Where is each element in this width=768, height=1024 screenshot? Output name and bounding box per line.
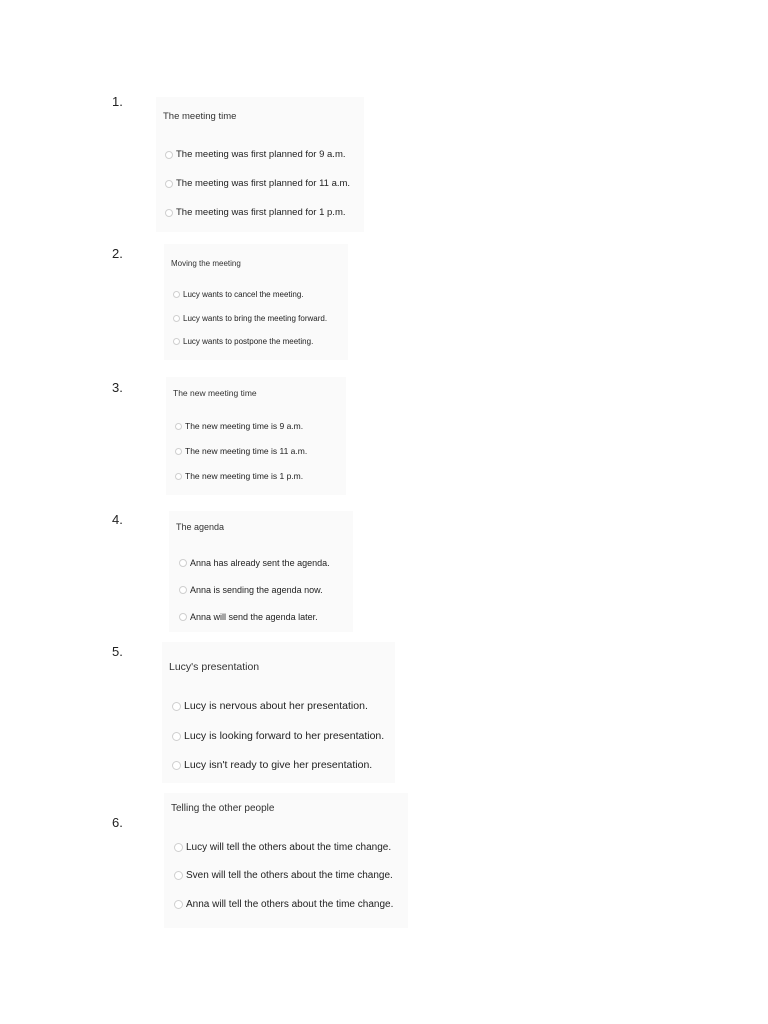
radio-button-1-b[interactable] — [165, 180, 173, 188]
answer-option-6-c[interactable] — [174, 899, 393, 910]
question-number-4: 4. — [112, 512, 123, 527]
answer-option-label: Anna will send the agenda later. — [190, 612, 318, 622]
question-number-6: 6. — [112, 815, 123, 830]
question-title-4: The agenda — [176, 522, 225, 532]
question-number-5: 5. — [112, 644, 123, 659]
radio-button-1-a[interactable] — [165, 151, 173, 159]
radio-button-3-b[interactable] — [175, 448, 182, 455]
answer-option-5-a[interactable] — [172, 700, 368, 712]
answer-option-1-a[interactable] — [165, 149, 346, 160]
answer-option-label: Lucy wants to bring the meeting forward. — [183, 314, 328, 323]
answer-option-label: The meeting was first planned for 11 a.m. — [176, 178, 351, 189]
answer-option-4-b[interactable] — [179, 585, 323, 595]
answer-option-4-a[interactable] — [179, 558, 330, 568]
question-number-2: 2. — [112, 246, 123, 261]
answer-option-5-b[interactable] — [172, 730, 384, 742]
answer-option-2-a[interactable] — [173, 290, 304, 299]
question-number-3: 3. — [112, 380, 123, 395]
answer-option-label: Lucy is looking forward to her presentation. — [184, 730, 385, 742]
answer-option-label: Sven will tell the others about the time change. — [186, 870, 393, 881]
radio-button-4-b[interactable] — [179, 586, 187, 594]
answer-option-label: The meeting was first planned for 9 a.m. — [176, 149, 346, 160]
answer-option-1-b[interactable] — [165, 178, 350, 189]
answer-option-label: Lucy wants to postpone the meeting. — [183, 337, 314, 346]
answer-option-3-a[interactable] — [175, 421, 303, 431]
answer-option-1-c[interactable] — [165, 207, 346, 218]
question-title-2: Moving the meeting — [171, 259, 241, 268]
answer-option-label: The new meeting time is 9 a.m. — [185, 421, 304, 431]
answer-option-3-c[interactable] — [175, 471, 303, 481]
answer-option-label: The new meeting time is 11 a.m. — [185, 446, 308, 456]
answer-option-4-c[interactable] — [179, 612, 318, 622]
answer-option-label: The meeting was first planned for 1 p.m. — [176, 207, 346, 218]
question-number-1: 1. — [112, 94, 123, 109]
answer-option-label: Anna will tell the others about the time change. — [186, 899, 394, 910]
radio-button-6-a[interactable] — [174, 843, 183, 852]
radio-button-5-c[interactable] — [172, 761, 181, 770]
answer-option-label: Lucy is nervous about her presentation. — [184, 700, 368, 712]
answer-option-label: Lucy isn't ready to give her presentation. — [184, 759, 373, 771]
radio-button-6-b[interactable] — [174, 871, 183, 880]
answer-option-label: Lucy wants to cancel the meeting. — [183, 290, 304, 299]
answer-option-3-b[interactable] — [175, 446, 307, 456]
answer-option-label: Anna has already sent the agenda. — [190, 558, 330, 568]
answer-option-2-b[interactable] — [173, 314, 327, 323]
radio-button-5-a[interactable] — [172, 702, 181, 711]
radio-button-3-a[interactable] — [175, 423, 182, 430]
radio-button-3-c[interactable] — [175, 473, 182, 480]
answer-option-6-a[interactable] — [174, 842, 391, 853]
question-title-5: Lucy's presentation — [169, 661, 260, 673]
answer-option-label: The new meeting time is 1 p.m. — [185, 471, 304, 481]
answer-option-label: Anna is sending the agenda now. — [190, 585, 323, 595]
radio-button-4-c[interactable] — [179, 613, 187, 621]
answer-option-label: Lucy will tell the others about the time change. — [186, 842, 392, 853]
question-title-1: The meeting time — [163, 111, 237, 122]
answer-option-6-b[interactable] — [174, 870, 393, 881]
answer-option-2-c[interactable] — [173, 337, 313, 346]
radio-button-5-b[interactable] — [172, 732, 181, 741]
radio-button-2-c[interactable] — [173, 338, 180, 345]
radio-button-1-c[interactable] — [165, 209, 173, 217]
question-title-6: Telling the other people — [171, 803, 275, 814]
radio-button-2-a[interactable] — [173, 291, 180, 298]
radio-button-4-a[interactable] — [179, 559, 187, 567]
radio-button-6-c[interactable] — [174, 900, 183, 909]
question-title-3: The new meeting time — [173, 388, 257, 398]
answer-option-5-c[interactable] — [172, 759, 372, 771]
radio-button-2-b[interactable] — [173, 315, 180, 322]
